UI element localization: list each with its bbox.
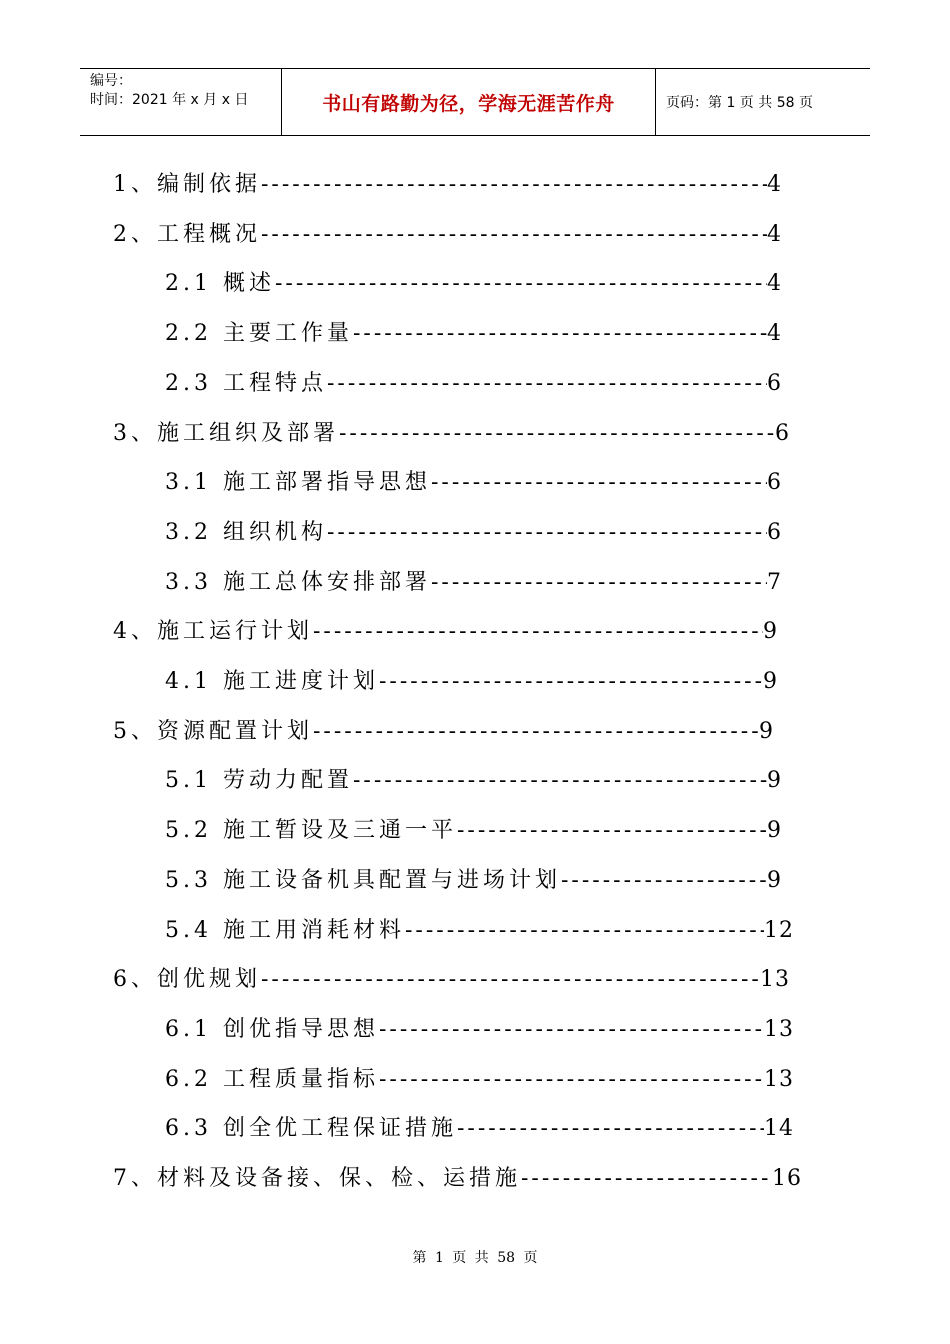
toc-dot-leader — [457, 816, 767, 846]
toc-dot-leader — [339, 419, 775, 449]
toc-dot-leader — [261, 220, 767, 250]
toc-dot-leader — [353, 766, 767, 796]
toc-entry-page-number: 16 — [772, 1166, 802, 1191]
toc-dot-leader — [457, 1114, 764, 1144]
toc-entry-title: 3.1 施工部署指导思想 — [165, 470, 431, 495]
toc-dot-leader — [521, 1164, 772, 1194]
toc-entry-page-number: 9 — [763, 669, 778, 694]
toc-entry-page-number: 4 — [767, 271, 782, 296]
toc-entry[interactable] — [165, 816, 782, 846]
toc-dot-leader — [327, 369, 767, 399]
toc-entry-page-number: 4 — [767, 172, 782, 197]
toc-entry-page-number: 9 — [767, 868, 782, 893]
toc-entry-page-number: 6 — [767, 470, 782, 495]
toc-dot-leader — [379, 667, 763, 697]
toc-entry-title: 2、工程概况 — [113, 222, 261, 247]
toc-dot-leader — [561, 866, 767, 896]
page-header — [80, 68, 870, 136]
toc-entry-title: 5、资源配置计划 — [113, 719, 313, 744]
toc-dot-leader — [379, 1015, 764, 1045]
toc-entry[interactable] — [165, 319, 782, 349]
toc-entry[interactable] — [165, 1114, 794, 1144]
toc-dot-leader — [353, 319, 767, 349]
toc-entry[interactable] — [165, 916, 794, 946]
toc-entry-title: 5.4 施工用消耗材料 — [165, 918, 405, 943]
toc-entry[interactable] — [113, 1164, 802, 1194]
toc-entry[interactable] — [165, 1015, 794, 1045]
toc-entry[interactable] — [165, 667, 778, 697]
toc-entry-title: 2.3 工程特点 — [165, 371, 327, 396]
toc-entry-page-number: 13 — [760, 967, 790, 992]
toc-entry-page-number: 9 — [767, 818, 782, 843]
toc-entry-title: 7、材料及设备接、保、检、运措施 — [113, 1166, 521, 1191]
toc-entry[interactable] — [113, 617, 778, 647]
toc-dot-leader — [327, 518, 767, 548]
toc-entry-title: 3、施工组织及部署 — [113, 421, 339, 446]
toc-entry-page-number: 6 — [775, 421, 790, 446]
toc-entry-title: 1、编制依据 — [113, 172, 261, 197]
toc-entry[interactable] — [165, 766, 782, 796]
header-meta — [80, 69, 282, 135]
toc-entry-title: 6.2 工程质量指标 — [165, 1067, 379, 1092]
toc-entry-page-number: 13 — [764, 1017, 794, 1042]
toc-entry[interactable] — [165, 866, 782, 896]
toc-entry-title: 6、创优规划 — [113, 967, 261, 992]
toc-dot-leader — [313, 717, 759, 747]
toc-entry-title: 5.3 施工设备机具配置与进场计划 — [165, 868, 561, 893]
toc-entry-page-number: 7 — [767, 570, 782, 595]
toc-entry-title: 5.1 劳动力配置 — [165, 768, 353, 793]
document-number-label: 编号： — [90, 73, 132, 89]
toc-entry[interactable] — [165, 518, 782, 548]
toc-entry-page-number: 4 — [767, 222, 782, 247]
toc-entry-page-number: 9 — [759, 719, 774, 744]
toc-entry-title: 6.3 创全优工程保证措施 — [165, 1116, 457, 1141]
toc-entry-title: 4、施工运行计划 — [113, 619, 313, 644]
toc-entry[interactable] — [165, 369, 782, 399]
document-time-label: 时间：2021 年 x 月 x 日 — [90, 92, 249, 108]
toc-entry-page-number: 9 — [767, 768, 782, 793]
toc-dot-leader — [261, 965, 760, 995]
toc-entry[interactable] — [165, 468, 782, 498]
toc-entry-title: 3.2 组织机构 — [165, 520, 327, 545]
toc-entry-page-number: 14 — [764, 1116, 794, 1141]
toc-dot-leader — [313, 617, 763, 647]
toc-dot-leader — [431, 468, 767, 498]
toc-entry-page-number: 13 — [764, 1067, 794, 1092]
toc-entry-title: 4.1 施工进度计划 — [165, 669, 379, 694]
toc-entry[interactable] — [113, 220, 782, 250]
header-motto: 书山有路勤为径，学海无涯苦作舟 — [282, 69, 656, 135]
toc-entry-page-number: 9 — [763, 619, 778, 644]
toc-entry[interactable] — [165, 1065, 794, 1095]
header-page-info: 页码：第 1 页 共 58 页 — [666, 95, 813, 111]
page-footer: 第 1 页 共 58 页 — [412, 1250, 538, 1266]
toc-dot-leader — [405, 916, 764, 946]
toc-entry-page-number: 12 — [764, 918, 794, 943]
toc-entry[interactable] — [113, 717, 774, 747]
toc-entry-page-number: 6 — [767, 520, 782, 545]
toc-entry[interactable] — [113, 170, 782, 200]
toc-entry-page-number: 6 — [767, 371, 782, 396]
toc-dot-leader — [431, 568, 767, 598]
toc-dot-leader — [275, 269, 767, 299]
toc-entry-title: 2.1 概述 — [165, 271, 275, 296]
toc-dot-leader — [379, 1065, 764, 1095]
toc-entry-title: 3.3 施工总体安排部署 — [165, 570, 431, 595]
toc-dot-leader — [261, 170, 767, 200]
toc-entry-title: 2.2 主要工作量 — [165, 321, 353, 346]
toc-entry[interactable] — [113, 419, 790, 449]
toc-entry[interactable] — [113, 965, 790, 995]
toc-entry[interactable] — [165, 568, 782, 598]
toc-entry[interactable] — [165, 269, 782, 299]
toc-entry-page-number: 4 — [767, 321, 782, 346]
toc-entry-title: 5.2 施工暂设及三通一平 — [165, 818, 457, 843]
toc-entry-title: 6.1 创优指导思想 — [165, 1017, 379, 1042]
